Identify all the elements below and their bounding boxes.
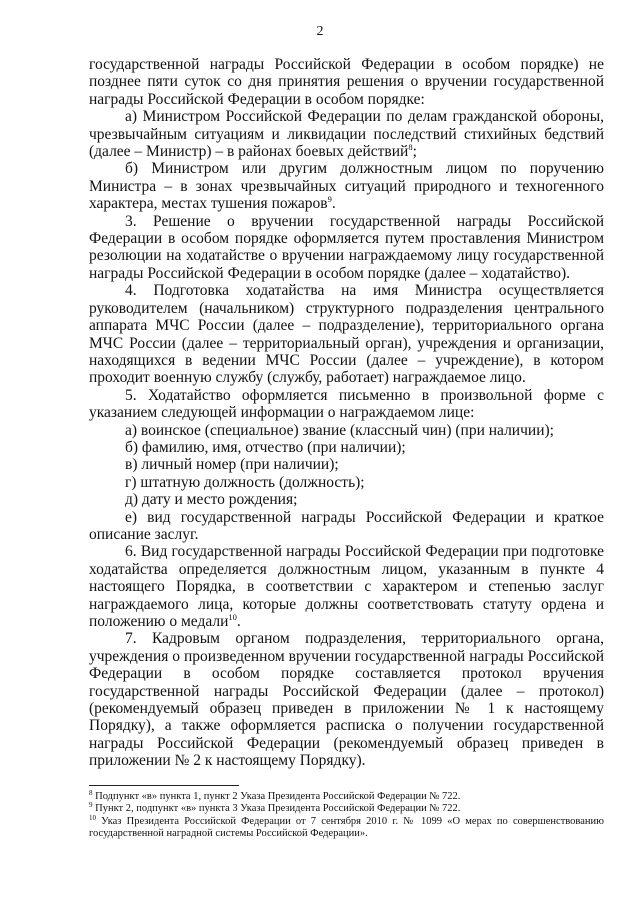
paragraph-4: 4. Подготовка ходатайства на имя Министра осуществляется руководителем (начальником) структурного подразделения центрального аппарата МЧС России (далее – подразделение), территориального органа МЧС России (далее – территориальный орган), учреждения и организации, находящихся в ведении МЧС России (далее – учреждение), в котором проходит военную службу (службу, работает) награждаемое лицо. [89,282,604,387]
footnotes [89,791,604,841]
paragraph-tail: . [236,613,241,630]
paragraph-text: а) Министром Российской Федерации по делам гражданской обороны, чрезвычайным ситуациям и ликвидации последствий стихийных бедствий (далее – Министр) – в районах боевых действий [89,108,604,161]
footnote [89,803,604,815]
footnote [89,791,604,803]
list-item-e: е) вид государственной награды Российской Федерации и краткое описание заслуг. [89,508,604,543]
footnote [89,813,604,841]
list-item: а) воинское (специальное) звание (классный чин) (при наличии); [125,421,554,439]
paragraph-text: 6. Вид государственной награды Российской Федерации при подготовке ходатайства определяется должностным лицом, указанным в пункте 4 настоящего Порядка, в соответствии с характером и степенью заслуг награждаемого лица, которые должны соответствовать статуту ордена и положению о медали [89,543,604,630]
footnote-text: Подпункт «в» пункта 1, пункт 2 Указа Президента Российской Федерации № 722. [92,791,461,802]
paragraph-6 [89,543,604,630]
paragraph-tail: ; [412,143,417,161]
paragraph-5: 5. Ходатайство оформляется письменно в произвольной форме с указанием следующей информации о награждаемом лице: [89,386,604,422]
paragraph-text: б) Министром или другим должностным лицом по поручению Министра – в зонах чрезвычайных ситуаций природного и техногенного характера, местах тушения пожаров [89,160,604,213]
paragraph-item-b [89,160,604,212]
footnote-number: 8 [89,789,93,797]
list-item: г) штатную должность (должность); [125,473,365,491]
footnote-number: 9 [89,801,93,810]
footnote-ref: 9 [327,194,332,205]
footnote-text: Пункт 2, подпункт «в» пункта 3 Указа Президента Российской Федерации № 722. [92,803,461,815]
footnote-divider [89,785,239,786]
paragraph-7: 7. Кадровым органом подразделения, территориального органа, учреждения о произведенном вручении государственной награды Российской Федерации в особом порядке составляется протокол вручения государственной награды Российской Федерации (далее – протокол) (рекомендуемый образец приведен в приложении № 1 к настоящему Порядку), а также оформляется расписка о получении государственной награды Российской Федерации (рекомендуемый образец приведен в приложении № 2 к настоящему Порядку). [89,630,604,770]
footnote-number: 10 [89,813,96,822]
footnote-ref: 8 [408,142,413,153]
footnote-text: Указ Президента Российской Федерации от 7 сентября 2010 г. № 1099 «О мерах по совершенствованию государственной наградной системы Российской Федерации». [89,815,604,840]
paragraph-item-a [89,108,604,160]
footnote-ref: 10 [228,612,237,622]
paragraph-tail: . [331,195,336,213]
list-item: д) дату и место рождения; [125,491,298,509]
list-item: в) личный номер (при наличии); [125,456,339,474]
page-number: 2 [316,24,324,39]
paragraph-3: 3. Решение о вручении государственной награды Российской Федерации в особом порядке оформляется путем проставления Министром резолюции на ходатайстве о вручении награждаемому лицу государственной награды Российской Федерации в особом порядке (далее – ходатайство). [89,212,604,282]
list-item: б) фамилию, имя, отчество (при наличии); [125,438,406,456]
document-body [89,56,604,770]
paragraph-continuation: государственной награды Российской Федерации в особом порядке) не позднее пяти суток со дня принятия решения о вручении государственной награды Российской Федерации в особом порядке: [89,56,604,108]
